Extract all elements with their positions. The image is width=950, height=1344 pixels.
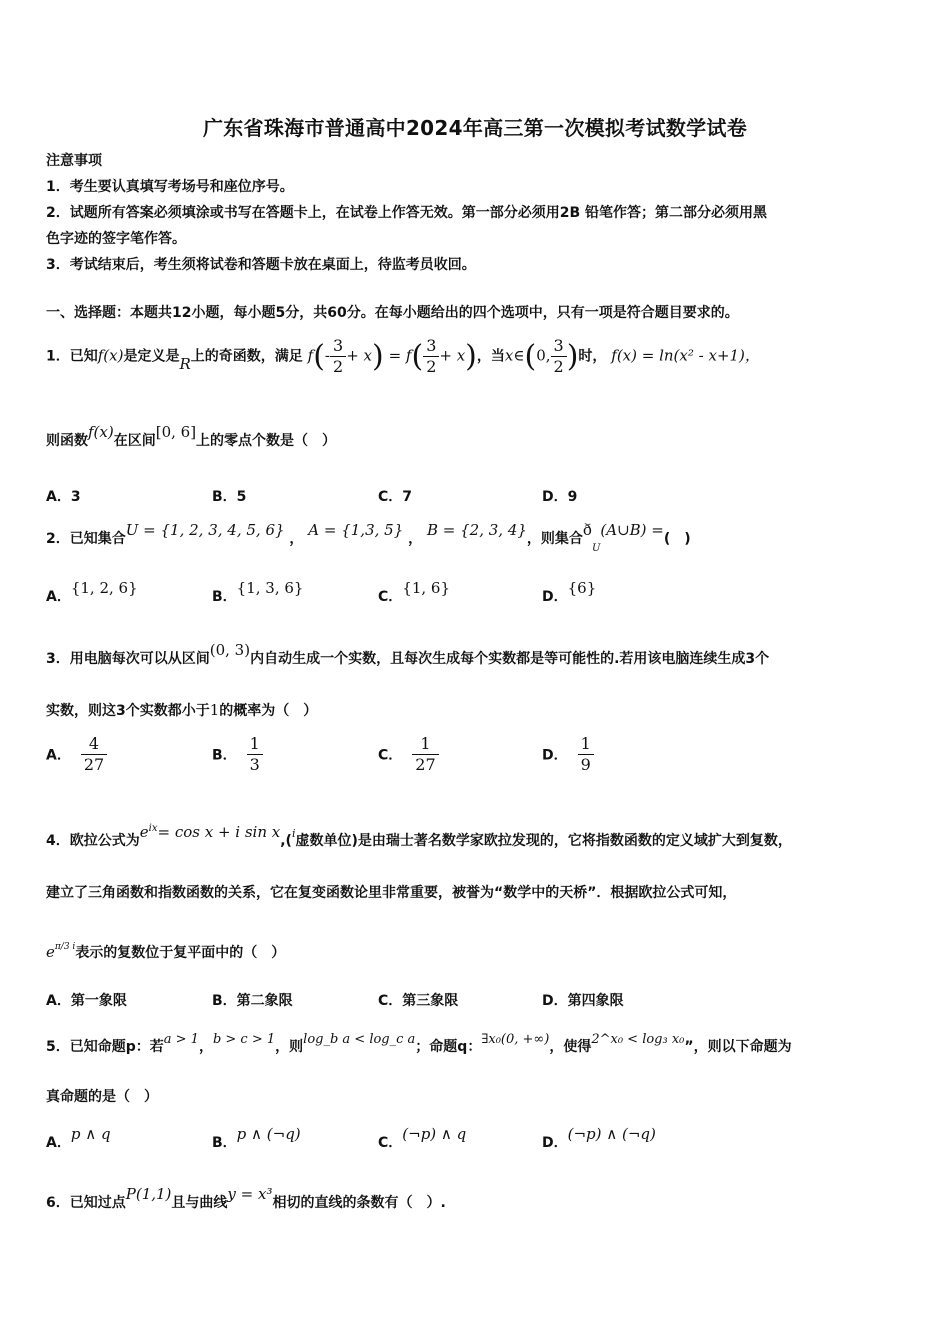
q1-text: 上的零点个数是（ ） — [196, 433, 337, 449]
q3-option-den: 27 — [83, 755, 105, 774]
q6-text: 6．已知过点 — [46, 1195, 126, 1211]
question-4 — [46, 823, 792, 850]
q5-option-label: D． — [542, 1135, 568, 1151]
q2-complement-sub: U — [591, 543, 601, 554]
q3-option-label: C． — [378, 747, 403, 764]
q6-text: 且与曲线 — [171, 1195, 228, 1211]
q1-frac-den: 2 — [553, 357, 564, 376]
question-1-line2 — [46, 423, 337, 450]
q1-option-b: B．5 — [212, 489, 247, 505]
q5-cond-3: log_b a < log_c a — [303, 1032, 416, 1047]
q4-text: 4．欧拉公式为 — [46, 833, 140, 849]
question-5 — [46, 1032, 792, 1056]
q2-complement: ð — [582, 521, 592, 539]
q4-i: i — [291, 827, 296, 840]
q3-option-num: 4 — [81, 734, 107, 755]
q5-option-value: (¬p) ∧ (¬q) — [567, 1125, 656, 1143]
q3-option-c — [378, 734, 439, 775]
notice-item-2-cont: 色字迹的签字笔作答。 — [46, 231, 186, 247]
q2-option-label: A． — [46, 589, 71, 605]
q5-option-c — [378, 1125, 467, 1152]
q5-text: ”，则以下命题为 — [684, 1039, 792, 1055]
q1-text: 1．已知 — [46, 348, 98, 365]
q5-cond-1: a > 1 — [163, 1032, 199, 1047]
q4-e: e — [46, 943, 55, 961]
notice-item-3: 3．考试结束后，考生须将试卷和答题卡放在桌面上，待监考员收回。 — [46, 257, 476, 273]
q1-text: 是定义是 — [123, 348, 180, 365]
question-6 — [46, 1185, 446, 1212]
notice-item-2: 2．试题所有答案必须填涂或书写在答题卡上，在试卷上作答无效。第一部分必须用2B 铅笔作答；第二部分必须用黑 — [46, 205, 768, 221]
q4-option-c: C．第三象限 — [378, 993, 459, 1009]
q1-R: R — [179, 354, 191, 373]
q3-text: 内自动生成一个实数，且每次生成每个实数都是等可能性的.若用该电脑连续生成3个 — [250, 651, 770, 667]
q3-text: 实数，则这3个实数都小于 — [46, 703, 210, 719]
q5-option-value: p ∧ q — [70, 1125, 111, 1143]
q2-option-value: {6} — [567, 579, 597, 597]
q1-text: 时， — [578, 348, 607, 365]
q3-one: 1 — [209, 701, 220, 719]
q1-frac-num: 3 — [330, 336, 346, 357]
q4-option-d: D．第四象限 — [542, 993, 624, 1009]
question-3-line2 — [46, 700, 317, 720]
q5-text: 5．已知命题p：若 — [46, 1039, 164, 1055]
q1-fx: f(x) — [97, 346, 124, 365]
q4-text: 表示的复数位于复平面中的（ ） — [75, 945, 286, 961]
q3-option-d — [542, 734, 594, 775]
q2-text: ，则集合 — [526, 531, 583, 547]
q2-text: ( ) — [663, 531, 691, 547]
q1-option-c: C．7 — [378, 489, 413, 505]
q5-option-a — [46, 1125, 111, 1152]
question-5-line2: 真命题的是（ ） — [46, 1089, 158, 1105]
q1-zero: 0, — [536, 346, 551, 365]
q3-option-label: D． — [542, 747, 568, 764]
q1-xin: x∈ — [504, 346, 525, 365]
q2-set-B: B = {2, 3, 4} — [427, 521, 527, 539]
q2-option-label: C． — [378, 589, 403, 605]
q3-option-num: 1 — [247, 734, 263, 755]
notice-item-1: 1．考生要认真填写考场号和座位序号。 — [46, 179, 294, 195]
q1-frac-den: 2 — [426, 357, 437, 376]
question-4-line2: 建立了三角函数和指数函数的关系，它在复变函数论里非常重要，被誉为“数学中的天桥”．根据欧拉公式可知， — [46, 885, 737, 901]
q2-expr: (A∪B) = — [600, 521, 664, 539]
q5-text: ， — [198, 1039, 213, 1055]
q1-f: f — [307, 346, 314, 365]
q3-text: 3．用电脑每次可以从区间 — [46, 651, 210, 667]
q2-text: 2．已知集合 — [46, 531, 126, 547]
q5-text: ；命题q： — [415, 1039, 482, 1055]
q1-text: 则函数 — [46, 433, 88, 449]
q4-text: ,( — [280, 833, 292, 849]
q1-frac-num: 3 — [551, 336, 567, 357]
q1-plusx: + x — [439, 346, 466, 365]
q4-exp2: π/3 i — [54, 942, 76, 952]
q4-e: e — [139, 823, 149, 841]
q2-option-b — [212, 579, 304, 606]
q3-option-num: 1 — [412, 734, 438, 755]
q3-option-den: 3 — [249, 755, 260, 774]
q3-option-den: 9 — [580, 755, 591, 774]
q6-text: 相切的直线的条数有（ ）. — [272, 1195, 446, 1211]
q4-text: 虚数单位)是由瑞士著名数学家欧拉发现的，它将指数函数的定义域扩大到复数， — [295, 833, 792, 849]
q5-cond-4: ∃x₀(0, +∞) — [481, 1032, 550, 1047]
q1-text: 在区间 — [113, 433, 156, 449]
q1-interval: [0, 6] — [155, 423, 197, 441]
q5-option-b — [212, 1125, 301, 1152]
q1-rhs: f(x) = ln(x² - x+1)， — [611, 346, 760, 365]
q1-option-a: A．3 — [46, 489, 81, 505]
q5-option-label: C． — [378, 1135, 403, 1151]
q1-text: 上的奇函数，满足 — [190, 348, 303, 365]
q1-plusx: + x — [346, 346, 372, 365]
q1-frac-den: 2 — [333, 357, 344, 376]
q5-option-value: p ∧ (¬q) — [236, 1125, 301, 1143]
q5-cond-2: b > c > 1 — [212, 1032, 276, 1047]
q5-text: ，使得 — [549, 1039, 592, 1055]
q3-option-den: 27 — [415, 755, 436, 774]
q5-option-label: A． — [46, 1135, 71, 1151]
q1-frac-num: 3 — [423, 336, 439, 357]
q4-exp: ix — [148, 823, 158, 834]
question-1: 1．已知f(x)是定义是R上的奇函数，满足 f(- $\frac{3}{2}$ + x) = f( $\frac{3}{2}$ + x)，当x∈(0, $\frac{3}{2}$ )时， f(x) = ln(x² - x+1)， — [46, 336, 760, 376]
q1-eqf: = f — [388, 346, 412, 365]
question-2: 2．已知集合U = {1, 2, 3, 4, 5, 6} ， A = {1,3, 5} ， B = {2, 3, 4}，则集合$ð_U(A\cup B)$ =( ) — [46, 521, 691, 554]
q2-option-label: D． — [542, 589, 568, 605]
q4-formula: = cos x + i sin x — [157, 823, 281, 841]
q2-option-a — [46, 579, 138, 606]
question-4-line3 — [46, 942, 285, 962]
q6-point: P(1,1) — [125, 1185, 172, 1203]
q4-option-a: A．第一象限 — [46, 993, 127, 1009]
q2-option-d — [542, 579, 597, 606]
q5-text: ，则 — [275, 1039, 304, 1055]
notice-heading: 注意事项 — [46, 153, 102, 169]
q2-option-c — [378, 579, 450, 606]
q3-option-label: B． — [212, 747, 237, 764]
q1-fx: f(x) — [88, 423, 114, 441]
q1-minus: - — [324, 346, 330, 365]
q6-curve: y = x³ — [227, 1185, 273, 1203]
q2-option-label: B． — [212, 589, 237, 605]
q5-option-value: (¬p) ∧ q — [402, 1125, 467, 1143]
q2-set-A: A = {1,3, 5} — [308, 521, 404, 539]
q3-text: 的概率为（ ） — [219, 703, 318, 719]
q2-set-U: U = {1, 2, 3, 4, 5, 6} — [125, 521, 285, 539]
q5-option-label: B． — [212, 1135, 237, 1151]
page-title: 广东省珠海市普通高中2024年高三第一次模拟考试数学试卷 — [202, 116, 748, 140]
q2-option-value: {1, 6} — [402, 579, 450, 597]
q3-option-b — [212, 734, 263, 775]
q3-option-a — [46, 734, 107, 775]
section-heading: 一、选择题：本题共12小题，每小题5分，共60分。在每小题给出的四个选项中，只有一项是符合题目要求的。 — [46, 305, 739, 321]
q5-cond-5: 2^x₀ < log₃ x₀ — [591, 1032, 685, 1047]
q3-option-num: 1 — [578, 734, 594, 755]
q4-option-b: B．第二象限 — [212, 993, 293, 1009]
q2-option-value: {1, 2, 6} — [70, 579, 138, 597]
q5-option-d — [542, 1125, 656, 1152]
q1-option-d: D．9 — [542, 489, 578, 505]
question-3 — [46, 641, 770, 668]
q2-option-value: {1, 3, 6} — [236, 579, 304, 597]
q3-option-label: A． — [46, 747, 71, 764]
q3-interval: (0, 3) — [209, 641, 251, 659]
q1-text: ，当 — [476, 348, 505, 365]
